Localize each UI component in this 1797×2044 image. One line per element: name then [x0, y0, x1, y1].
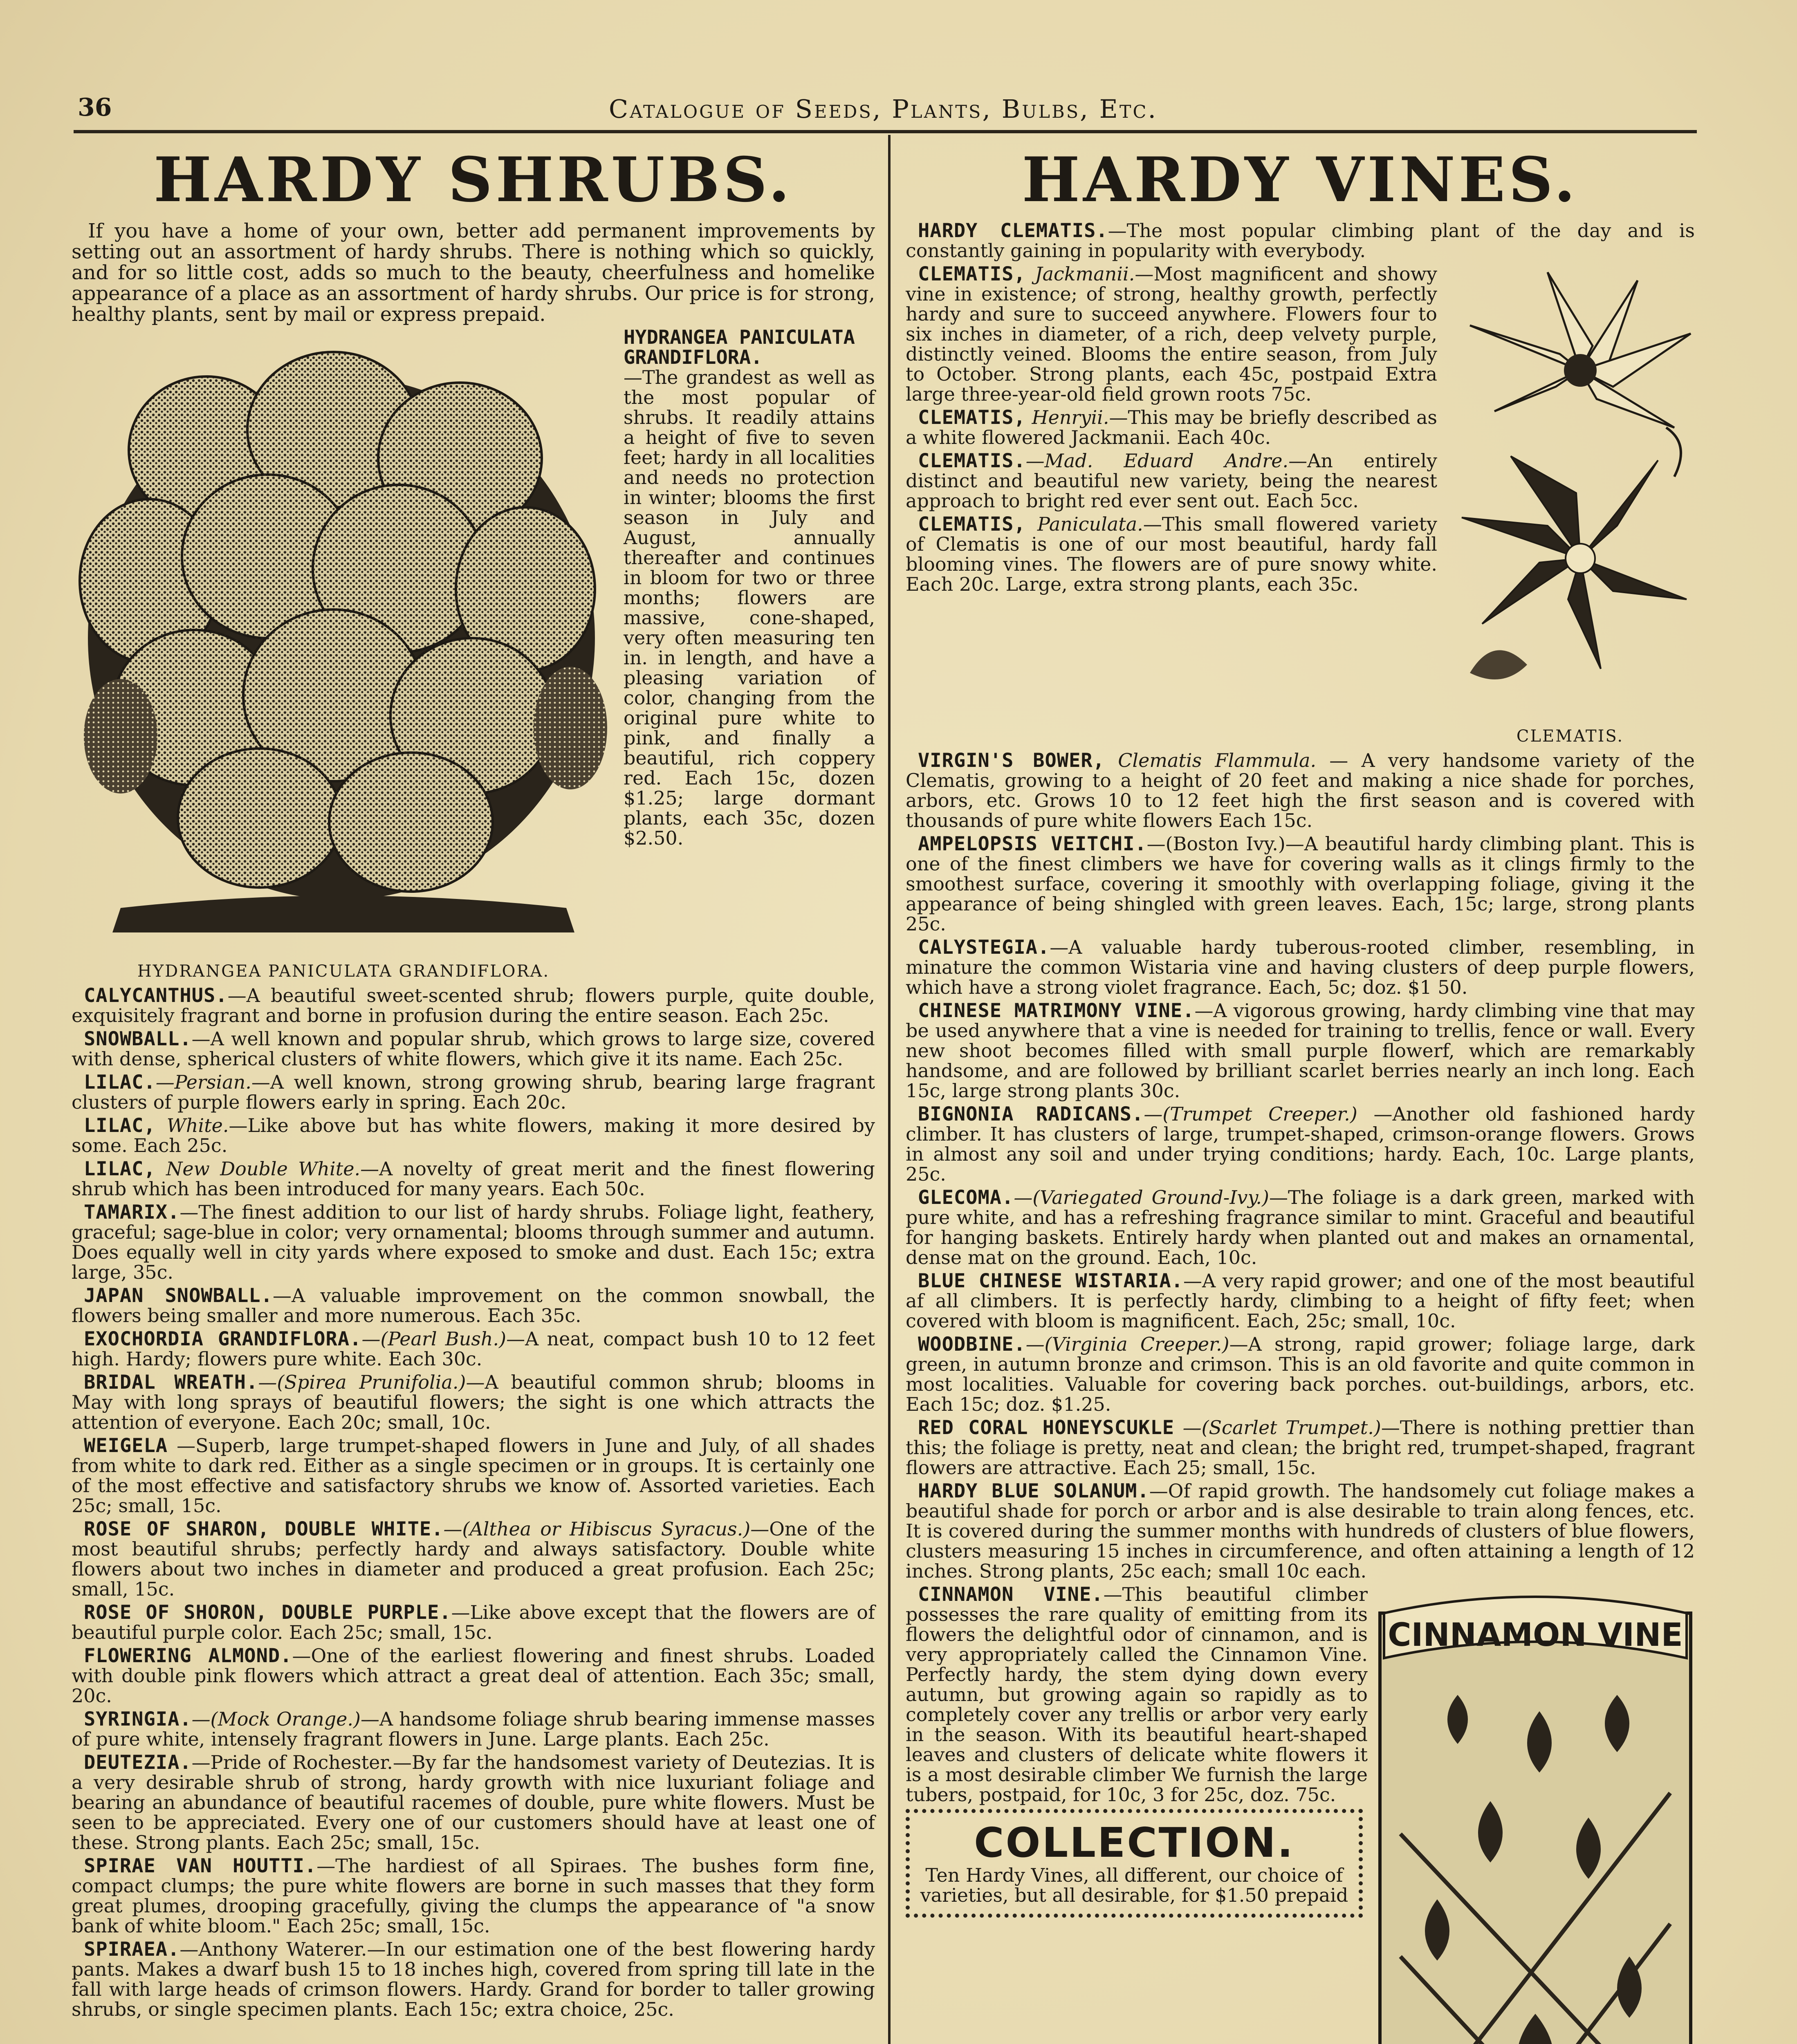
shrubs-intro: If you have a home of your own, better add permanent improvements by setting out an assortment of hardy shrubs. There is nothing which so quickly, and for so little cost, adds so much to the beauty, cheerfulness and homelike appearance of a place as an assortment of hardy shrubs. Our price is for strong, healthy plants, sent by mail or express prepaid. — [72, 220, 875, 326]
list-item — [72, 1072, 875, 1112]
list-item — [906, 751, 1695, 831]
entry-text: —Anthony Waterer.—In our estimation one of the best flowering hardy pants. Makes a dwarf bush 15 to 18 inches high, covered from spring till late in the fall with large heads of crimson flowers. Hardy. Grand for border to taller growing shrubs, or single specimen plants. Each 15c; extra choice, 25c. — [72, 1938, 875, 2020]
entry-subtitle: —Persian. — [155, 1071, 251, 1093]
entry-text: —A novelty of great merit and the finest flowering shrub which has been introduced for many years. Each 50c. — [72, 1158, 875, 1200]
clematis-illustration — [1445, 264, 1695, 746]
list-item — [906, 937, 1695, 997]
list-item — [72, 1519, 875, 1599]
list-item — [72, 1602, 875, 1643]
entry-subtitle: Jackmanii. — [1025, 263, 1135, 285]
right-column — [906, 144, 1695, 2044]
entry-text: —A strong, rapid grower; foliage large, dark green, in autumn bronze and crimson. This is an old favorite and quite common in most localities. Valuable for covering back porches. out-buildings, arbors, etc. Each 15c; doz. $1.25. — [906, 1333, 1695, 1415]
entry-text: —An entirely distinct and beautiful new variety, being the nearest approach to bright red ever sent out. Each 5cc. — [906, 450, 1437, 512]
list-item — [72, 1646, 875, 1706]
entry-subtitle: —(Pearl Bush.) — [361, 1328, 507, 1350]
entry-name: CLEMATIS, — [918, 406, 1026, 429]
entry-text: —The foliage is a dark green, marked with pure white, and has a refreshing fragrance similar to mint. Graceful and beautiful for hanging baskets. Entirely hardy when planted out and makes an ornamental, dense mat on the ground. Each, 10c. — [906, 1186, 1695, 1269]
list-item — [906, 1104, 1695, 1184]
entry-text: —A valuable improvement on the common snowball, the flowers being smaller and more numerous. Each 35c. — [72, 1284, 875, 1327]
cinnamon-banner: CINNAMON VINE — [1388, 1617, 1683, 1654]
list-item — [906, 1481, 1695, 1581]
entry-name: TAMARIX. — [84, 1201, 180, 1224]
entry-text: —A very rapid grower; and one of the most beautiful af all climbers. It is perfectly hardy, climbing to a height of fifty feet; when covered with bloom is magnificent. Each, 25c; small, 10c. — [906, 1270, 1695, 1332]
entry-subtitle: —(Variegated Ground-Ivy.) — [1014, 1186, 1269, 1208]
list-item — [72, 1329, 875, 1369]
entry-name: CINNAMON VINE. — [918, 1583, 1104, 1606]
entry-text: —A well known, strong growing shrub, bearing large fragrant clusters of purple flowers early in spring. Each 20c. — [72, 1071, 875, 1113]
entry-text: —Most magnificent and showy vine in existence; of strong, healthy growth, perfectly hardy and sure to succeed anywhere. Flowers four to six inches in diameter, of a rich, deep velvety purple, distinctly veined. Blooms the entire season, from July to October. Strong plants, each 45c, postpaid Extra large three-year-old field grown roots 75c. — [906, 263, 1437, 405]
list-item — [72, 1202, 875, 1282]
entry-name: CLEMATIS, — [918, 513, 1026, 536]
entry-text: —A beautiful sweet-scented shrub; flowers purple, quite double, exquisitely fragrant and borne in profusion during the entire season. Each 25c. — [72, 984, 875, 1026]
list-item — [906, 1001, 1695, 1101]
entry-subtitle: —(Trumpet Creeper.) — [1144, 1103, 1357, 1125]
entry-name: ROSE OF SHORON, DOUBLE PURPLE. — [84, 1601, 451, 1624]
entry-name: SYRINGIA. — [84, 1708, 192, 1730]
hydrangea-illustration — [72, 327, 615, 982]
entry-subtitle: Paniculata. — [1025, 513, 1143, 535]
running-head — [74, 91, 1693, 123]
entry-name: GLECOMA. — [918, 1186, 1014, 1209]
clematis-engraving — [1445, 264, 1695, 722]
entry-name: CALYSTEGIA. — [918, 936, 1050, 959]
entry-text: —A neat, compact bush 10 to 12 feet high. Hardy; flowers pure white. Each 30c. — [72, 1328, 875, 1370]
entry-text: —One of the earliest flowering and finest shrubs. Loaded with double pink flowers which attract a great deal of attention. Each 35c; small, 20c. — [72, 1645, 875, 1707]
entry-subtitle: White. — [155, 1114, 229, 1136]
list-item — [72, 1753, 875, 1853]
list-item — [72, 1709, 875, 1749]
running-title: Catalogue of Seeds, Plants, Bulbs, Etc. — [608, 94, 1158, 124]
clematis-caption: CLEMATIS. — [1516, 727, 1624, 746]
top-rule — [74, 130, 1697, 133]
vine-entries — [906, 751, 1695, 1581]
cinnamon-vine-engraving — [1376, 1589, 1695, 2044]
entry-name: SPIRAE VAN HOUTTI. — [84, 1855, 317, 1877]
list-item — [72, 986, 875, 1026]
entry-name: ROSE OF SHARON, DOUBLE WHITE. — [84, 1518, 444, 1540]
entry-text: —This small flowered variety of Clematis is one of our most beautiful, hardy fall blooming vines. The flowers are of pure snowy white. Each 20c. Large, extra strong plants, each 35c. — [906, 513, 1437, 595]
hydrangea-text: —The grandest as well as the most popular of shrubs. It readily attains a height of five to seven feet; hardy in all localities and needs no protection in winter; blooms the first season in July and August, annually thereafter and continues in bloom for two or three months; flowers are massive, cone-shaped, very often measuring ten in. in length, and have a pleasing variation of color, changing from the original pure white to pink, and finally a beautiful, rich coppery red. Each 15c, dozen $1.25; large dormant plants, each 35c, dozen $2.50. — [624, 366, 875, 849]
list-item — [72, 1939, 875, 2019]
list-item — [72, 1286, 875, 1326]
list-item — [906, 1334, 1695, 1414]
entry-text: —Of rapid growth. The handsomely cut foliage makes a beautiful shade for porch or arbor and is alse desirable to train along fences, etc. It is covered during the summer months with hundreds of clusters of blue flowers, clusters measuring 15 inches in circumference, and often attaining a length of 12 inches. Strong plants, 25c each; small 10c each. — [906, 1480, 1695, 1582]
entry-text: —(Boston Ivy.)—A beautiful hardy climbing plant. This is one of the finest climbers we have for covering walls as it clings firmly to the smoothest surface, covering it smoothly with overlapping foliage, giving it the appearance of being shingled with green leaves. Each, 15c; large, strong plants 25c. — [906, 833, 1695, 935]
list-item — [72, 1029, 875, 1069]
left-column — [72, 144, 875, 2023]
entry-subtitle: —Mad. Eduard Andre. — [1025, 450, 1289, 472]
entry-text: —Pride of Rochester.—By far the handsomest variety of Deutezias. It is a very desirable shrub of strong, hardy growth with nice luxuriant foliage and bearing an abundance of beautiful racemes of double, pure white flowers. Must be seen to be appreciated. Every one of our customers should have at least one of these. Strong plants. Each 25c; small, 15c. — [72, 1751, 875, 1853]
hydrangea-name: HYDRANGEA PANICULATA GRANDIFLORA. — [624, 326, 855, 369]
entry-text: —The finest addition to our list of hardy shrubs. Foliage light, feathery, graceful; sage-blue in color; very ornamental; blooms through summer and autumn. Does equally well in city yards where exposed to smoke and dust. Each 15c; extra large, 35c. — [72, 1201, 875, 1283]
entry-text: —Like above but has white flowers, making it more desired by some. Each 25c. — [72, 1114, 875, 1156]
entry-name: VIRGIN'S BOWER, — [918, 749, 1105, 772]
entry-text: —Another old fashioned hardy climber. It has clusters of large, trumpet-shaped, crimson-orange flowers. Grows in almost any soil and under trying conditions; hardy. Each, 10c. Large plants, 25c. — [906, 1103, 1695, 1185]
entry-name: SPIRAEA. — [84, 1938, 180, 1961]
entry-text: —A well known and popular shrub, which grows to large size, covered with dense, spherical clusters of white flowers, which give it its name. Each 25c. — [72, 1028, 875, 1070]
entry-name: CHINESE MATRIMONY VINE. — [918, 1000, 1195, 1022]
entry-text: —A vigorous growing, hardy climbing vine that may be used anywhere that a vine is needed for training to trellis, fence or wall. Every new shoot becomes filled with small purple flowerf, which are remarkably handsome, and are followed by brilliant scarlet berries nearly an inch long. Each 15c, large strong plants 30c. — [906, 1000, 1695, 1102]
entry-name: BIGNONIA RADICANS. — [918, 1103, 1144, 1125]
list-item — [72, 1159, 875, 1199]
collection-title: COLLECTION. — [974, 1819, 1294, 1867]
entry-subtitle: New Double White. — [155, 1158, 361, 1180]
entry-name: BRIDAL WREATH. — [84, 1371, 258, 1394]
entry-subtitle: —(Scarlet Trumpet.) — [1174, 1416, 1381, 1439]
entry-text: —One of the most beautiful shrubs; perfectly hardy and always satisfactory. Double white flowers about two inches in diameter and produced a great profusion. Each 25c; small, 15c. — [72, 1518, 875, 1600]
collection-box — [906, 1809, 1363, 1918]
list-item — [906, 1418, 1695, 1478]
entry-text: —Like above except that the flowers are of beautiful purple color. Each 25c; small, 15c. — [72, 1601, 875, 1643]
shrubs-title: HARDY SHRUBS. — [153, 144, 793, 216]
list-item — [72, 1436, 875, 1516]
entry-subtitle: Clematis Flammula. — [1105, 749, 1317, 771]
entry-name: CLEMATIS. — [918, 450, 1026, 472]
entry-text: —A handsome foliage shrub bearing immense masses of pure white, intensely fragrant flowers in June. Large plants. Each 25c. — [72, 1708, 875, 1750]
entry-name: JAPAN SNOWBALL. — [84, 1284, 273, 1307]
entry-text: —A valuable hardy tuberous-rooted climber, resembling, in minature the common Wistaria vine and having clusters of deep purple flowers, which have a strong violet fragrance. Each, 5c; doz. $1 50. — [906, 936, 1695, 998]
entry-name: HARDY CLEMATIS. — [918, 220, 1108, 242]
entry-name: WEIGELA — [84, 1434, 168, 1457]
list-item — [72, 1372, 875, 1432]
entry-name: LILAC, — [84, 1158, 156, 1180]
entry-text: —The most popular climbing plant of the day and is constantly gaining in popularity with everybody. — [906, 220, 1695, 262]
entry-text: —A beautiful common shrub; blooms in May with long sprays of beautiful flowers; the sight is one which attracts the attention of everyone. Each 20c; small, 10c. — [72, 1371, 875, 1433]
entry-text: —Superb, large trumpet-shaped flowers in June and July, of all shades from white to dark red. Either as a single specimen or in groups. It is certainly one of the most effective and satisfactory shrubs we know of. Assorted varieties. Each 25c; small, 15c. — [72, 1434, 875, 1517]
list-item — [906, 1271, 1695, 1331]
column-rule — [888, 135, 891, 2044]
cinnamon-vine-illustration — [1376, 1589, 1695, 2044]
entry-subtitle: Henryii. — [1025, 406, 1109, 428]
entry-text: — A very handsome variety of the Clematis, growing to a height of 20 feet and making a nice shade for porches, arbors, etc. Grows 10 to 12 feet high the first season and is covered with thousands of pure white flowers Each 15c. — [906, 749, 1695, 831]
list-item — [906, 834, 1695, 934]
list-item — [906, 1188, 1695, 1268]
entry-name: EXOCHORDIA GRANDIFLORA. — [84, 1328, 362, 1350]
entry-name: SNOWBALL. — [84, 1028, 192, 1050]
entry-name: CALYCANTHUS. — [84, 984, 228, 1007]
entry-text: —There is nothing prettier than this; the foliage is pretty, neat and clean; the bright red, trumpet-shaped, fragrant flowers are attractive. Each 25; small, 15c. — [906, 1416, 1695, 1479]
shrub-entries — [72, 986, 875, 2019]
hydrangea-caption: HYDRANGEA PANICULATA GRANDIFLORA. — [137, 962, 550, 981]
list-item — [72, 1856, 875, 1936]
page-number: 36 — [78, 93, 112, 122]
entry-subtitle: —(Virginia Creeper.) — [1025, 1333, 1229, 1355]
entry-text: —The hardiest of all Spiraes. The bushes form fine, compact clumps; the pure white flowers are borne in such masses that they form great plumes, drooping gracefully, giving the clumps the appearance of "a snow bank of white bloom." Each 25c; small, 15c. — [72, 1855, 875, 1937]
entry-subtitle: —(Spirea Prunifolia.) — [258, 1371, 466, 1393]
entry-name: RED CORAL HONEYSCUKLE — [918, 1416, 1175, 1439]
vines-title: HARDY VINES. — [1022, 144, 1579, 216]
entry-subtitle: —(Althea or Hibiscus Syracus.) — [443, 1518, 751, 1540]
entry-name: AMPELOPSIS VEITCHI. — [918, 833, 1147, 855]
entry-name: FLOWERING ALMOND. — [84, 1645, 292, 1667]
hardy-clematis-entry — [906, 221, 1695, 261]
entry-name: CLEMATIS, — [918, 263, 1026, 285]
entry-name: LILAC. — [84, 1071, 156, 1094]
entry-name: BLUE CHINESE WISTARIA. — [918, 1270, 1183, 1292]
collection-text: Ten Hardy Vines, all different, our choice of varieties, but all desirable, for $1.50 prepaid — [920, 1864, 1348, 1906]
entry-text: —This beautiful climber possesses the rare quality of emitting from its flowers the delightful odor of cinnamon, and is very appropriately called the Cinnamon Vine. Perfectly hardy, the stem dying down every autumn, but growing again so rapidly as to completely cover any trellis or arbor very early in the season. With its beautiful heart-shaped leaves and clusters of delicate white flowers it is a most desirable climber We furnish the large tubers, postpaid, for 10c, 3 for 25c, doz. 75c. — [906, 1583, 1368, 1806]
entry-name: HARDY BLUE SOLANUM. — [918, 1480, 1149, 1502]
entry-name: DEUTEZIA. — [84, 1751, 192, 1774]
entry-subtitle: —(Mock Orange.) — [191, 1708, 361, 1730]
list-item — [72, 1116, 875, 1156]
entry-name: LILAC, — [84, 1114, 156, 1137]
entry-text: —This may be briefly described as a white flowered Jackmanii. Each 40c. — [906, 406, 1437, 448]
entry-name: WOODBINE. — [918, 1333, 1026, 1356]
hydrangea-engraving — [72, 327, 615, 965]
